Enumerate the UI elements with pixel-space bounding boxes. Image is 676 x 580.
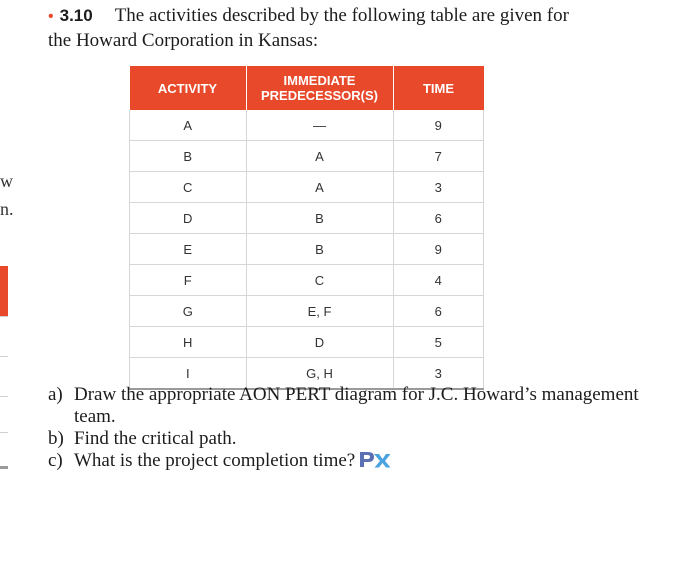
table-row [130,110,484,141]
time-cell: 7 [393,141,484,172]
activity-cell: F [130,265,247,296]
question-text: Draw the appropriate AON PERT diagram for J.C. Howard’s management team. [74,384,639,427]
predecessor-cell: A [246,141,393,172]
table-row [130,296,484,327]
question-text: Find the critical path. [74,428,237,449]
activity-cell: I [130,358,247,390]
time-cell: 6 [393,203,484,234]
question-item [48,384,648,428]
table-row [130,203,484,234]
time-cell: 9 [393,110,484,141]
activity-cell: B [130,141,247,172]
predecessor-cell: A [246,172,393,203]
cropped-divider [0,466,8,469]
time-cell: 3 [393,172,484,203]
problem-statement [48,4,588,53]
cropped-divider [0,316,8,317]
time-cell: 6 [393,296,484,327]
header-time: TIME [393,66,484,110]
header-activity: ACTIVITY [130,66,247,110]
activity-cell: A [130,110,247,141]
activity-cell: G [130,296,247,327]
header-predecessors-line2: PREDECESSOR(S) [260,88,379,103]
question-letter: c) [48,450,63,471]
question-text [74,450,648,474]
cropped-divider [0,396,8,397]
question-item [48,450,648,474]
problem-intro: The activities described by the following table are given for the Howard Corporation in Kansas: [48,5,569,51]
table-row [130,265,484,296]
activity-cell: C [130,172,247,203]
predecessor-cell: D [246,327,393,358]
time-cell: 3 [393,358,484,390]
header-predecessors-line1: IMMEDIATE [283,73,356,88]
predecessor-cell: E, F [246,296,393,327]
question-list [48,384,648,474]
predecessor-cell: B [246,203,393,234]
activities-table [129,66,484,390]
time-cell: 9 [393,234,484,265]
question-text-content: What is the project completion time? [74,450,356,471]
table-row [130,234,484,265]
cropped-divider [0,432,8,433]
px-icon[interactable] [359,450,391,474]
activity-cell: E [130,234,247,265]
activity-cell: D [130,203,247,234]
activity-cell: H [130,327,247,358]
predecessor-cell: C [246,265,393,296]
question-letter: b) [48,428,64,449]
bullet-icon: • [48,8,54,25]
table-row [130,172,484,203]
problem-number: 3.10 [59,6,93,25]
question-item [48,428,648,450]
cropped-text-fragment: w [0,171,13,191]
table-row [130,141,484,172]
question-letter: a) [48,384,63,405]
header-predecessors [246,66,393,110]
cropped-divider [0,356,8,357]
table-row [130,327,484,358]
cropped-text-fragment: n. [0,199,14,219]
cropped-table-header-fragment [0,266,8,316]
predecessor-cell: B [246,234,393,265]
table-header-row [130,66,484,110]
predecessor-cell: — [246,110,393,141]
time-cell: 4 [393,265,484,296]
predecessor-cell: G, H [246,358,393,390]
time-cell: 5 [393,327,484,358]
